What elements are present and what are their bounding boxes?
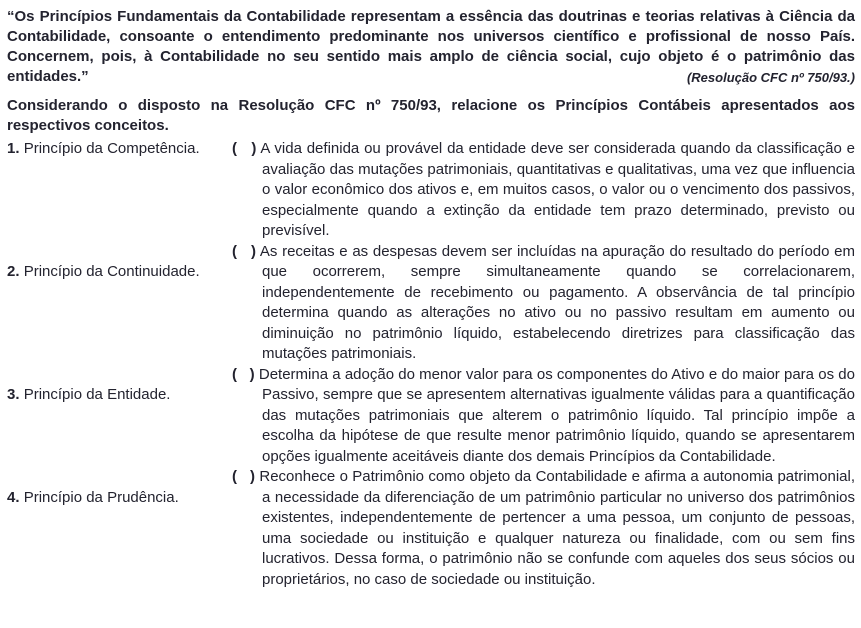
principle-label-4 bbox=[7, 467, 232, 508]
quote-citation: (Resolução CFC nº 750/93.) bbox=[686, 70, 855, 85]
principle-number: 1. bbox=[7, 140, 20, 157]
principle-name: Princípio da Competência. bbox=[23, 140, 200, 157]
principle-number: 3. bbox=[7, 386, 20, 403]
quote-paragraph: “Os Princípios Fundamentais da Contabilidade representam a essência das doutrinas e teorias relativas à Ciência da Contabilidade, consoante o entendimento predominante nos universos científico e profissional de nosso País. Concernem, pois, à Contabilidade no seu sentido mais amplo de ciência social, cujo objeto é o patrimônio das entidades.” bbox=[7, 8, 855, 85]
concept-paragraph-1 bbox=[232, 139, 855, 242]
instruction-paragraph: Considerando o disposto na Resolução CFC nº 750/93, relacione os Princípios Contábeis apresentados aos respectivos conceitos. bbox=[7, 97, 855, 134]
principle-label-1 bbox=[7, 139, 232, 160]
concept-paragraph-2 bbox=[232, 242, 855, 365]
concept-text: A vida definida ou provável da entidade deve ser considerada quando da classificação e avaliação das mutações patrimoniais, quantitativas e qualitativas, uma vez que influencia o valor econômico dos ativos e, em muitos casos, o valor ou o vencimento dos passivos, especialmente quando a extinção da entidade tem prazo determinado, previsto ou previsível. bbox=[260, 140, 855, 239]
concept-paragraph-3 bbox=[232, 365, 855, 468]
answer-parentheses: ( ) bbox=[232, 242, 257, 260]
principle-label-2 bbox=[7, 242, 232, 283]
principle-label-3 bbox=[7, 365, 232, 406]
answer-parentheses: ( ) bbox=[232, 140, 257, 157]
principle-number: 2. bbox=[7, 263, 20, 280]
matching-section bbox=[7, 139, 855, 590]
match-row-3 bbox=[7, 365, 855, 468]
quote-block bbox=[7, 7, 855, 87]
concept-text: As receitas e as despesas devem ser incluídas na apuração do resultado do período em que ocorrerem, sempre simultaneamente quando se correlacionarem, independentemente de recebimento ou pagamento. A observância de tal princípio determina quando as alterações no ativo ou no passivo resultam em aumento ou diminuição no patrimônio líquido, estabelecendo diretrizes para classificação das mutações patrimoniais. bbox=[259, 242, 855, 362]
concept-paragraph-4 bbox=[232, 467, 855, 590]
match-row-4 bbox=[7, 467, 855, 590]
concept-text: Determina a adoção do menor valor para os componentes do Ativo e do maior para os do Passivo, sempre que se apresentem alternativas igualmente válidas para a quantificação das mutações patrimoniais que alterem o patrimônio líquido. Tal princípio impõe a escolha da hipótese de que resulte menor patrimônio líquido, quando se apresentarem opções igualmente aceitáveis diante dos demais Princípios da Contabilidade. bbox=[258, 365, 855, 465]
match-row-1 bbox=[7, 139, 855, 242]
principle-name: Princípio da Prudência. bbox=[23, 488, 179, 506]
principle-name: Princípio da Entidade. bbox=[23, 386, 171, 403]
principle-number: 4. bbox=[7, 488, 20, 506]
match-row-2 bbox=[7, 242, 855, 365]
answer-parentheses: ( ) bbox=[232, 468, 256, 485]
answer-parentheses: ( ) bbox=[232, 365, 255, 383]
principle-name: Princípio da Continuidade. bbox=[23, 263, 200, 280]
concept-text: Reconhece o Patrimônio como objeto da Contabilidade e afirma a autonomia patrimonial, a necessidade da diferenciação de um patrimônio particular no universo dos patrimônios existentes, independentemente de pertencer a uma pessoa, um conjunto de pessoas, uma sociedade ou instituição e qualquer natureza ou finalidade, com ou sem fins lucrativos. Dessa forma, o patrimônio não se confunde com aqueles dos seus sócios ou proprietários, no caso de sociedade ou instituição. bbox=[259, 468, 855, 588]
